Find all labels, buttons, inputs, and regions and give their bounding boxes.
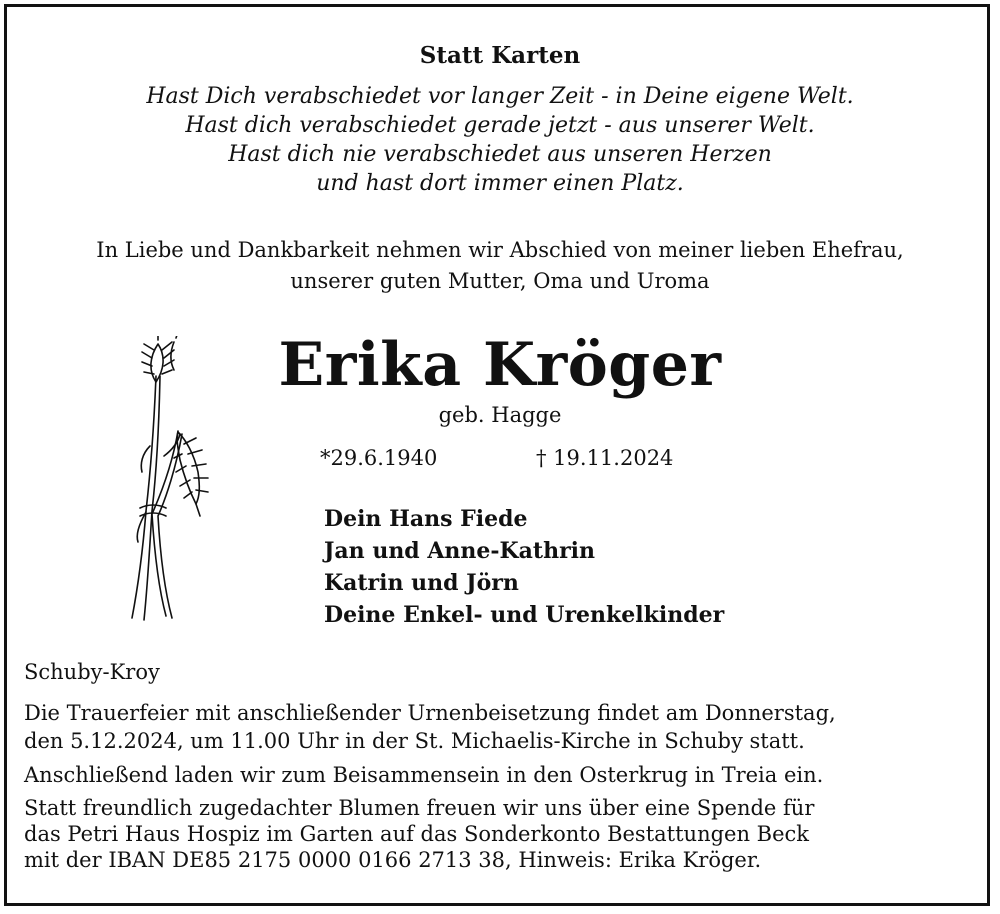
details-line: den 5.12.2024, um 11.00 Uhr in der St. Michaelis-Kirche in Schuby statt. (24, 729, 805, 753)
poem-line: Hast dich nie verabschiedet aus unseren Herzen (228, 142, 772, 167)
survivor-item: Dein Hans Fiede (324, 506, 528, 532)
funeral-details (24, 699, 836, 873)
poem-line: und hast dort immer einen Platz. (316, 171, 684, 196)
details-line: Die Trauerfeier mit anschließender Urnenbeisetzung findet am Donnerstag, (24, 701, 836, 725)
details-line: Statt freundlich zugedachter Blumen freuen wir uns über eine Spende für (24, 796, 815, 820)
maiden-name: geb. Hagge (438, 403, 562, 427)
poem-line: Hast dich verabschiedet gerade jetzt - aus unserer Welt. (185, 113, 815, 138)
gathering-paragraph (24, 761, 836, 789)
survivor-item: Jan und Anne-Kathrin (324, 538, 596, 564)
place-name: Schuby-Kroy (24, 660, 160, 684)
poem (0, 82, 1000, 198)
ceremony-paragraph (24, 699, 836, 755)
details-line: mit der IBAN DE85 2175 0000 0166 2713 38, Hinweis: Erika Kröger. (24, 848, 762, 872)
survivor-item: Deine Enkel- und Urenkelkinder (324, 602, 725, 628)
intro-line: In Liebe und Dankbarkeit nehmen wir Abschied von meiner lieben Ehefrau, (96, 238, 904, 262)
survivor-item: Katrin und Jörn (324, 570, 519, 596)
deceased-name: Erika Kröger (278, 330, 722, 400)
survivors-list (324, 503, 724, 631)
notice-header: Statt Karten (419, 42, 581, 69)
poem-line: Hast Dich verabschiedet vor langer Zeit - in Deine eigene Welt. (146, 84, 854, 109)
details-line: Anschließend laden wir zum Beisammensein in den Osterkrug in Treia ein. (24, 763, 824, 787)
death-date: † 19.11.2024 (536, 446, 674, 470)
donation-paragraph (24, 795, 836, 873)
intro-line: unserer guten Mutter, Oma und Uroma (290, 269, 710, 293)
birth-date: *29.6.1940 (320, 446, 438, 470)
details-line: das Petri Haus Hospiz im Garten auf das Sonderkonto Bestattungen Beck (24, 822, 810, 846)
intro-text (0, 235, 1000, 297)
